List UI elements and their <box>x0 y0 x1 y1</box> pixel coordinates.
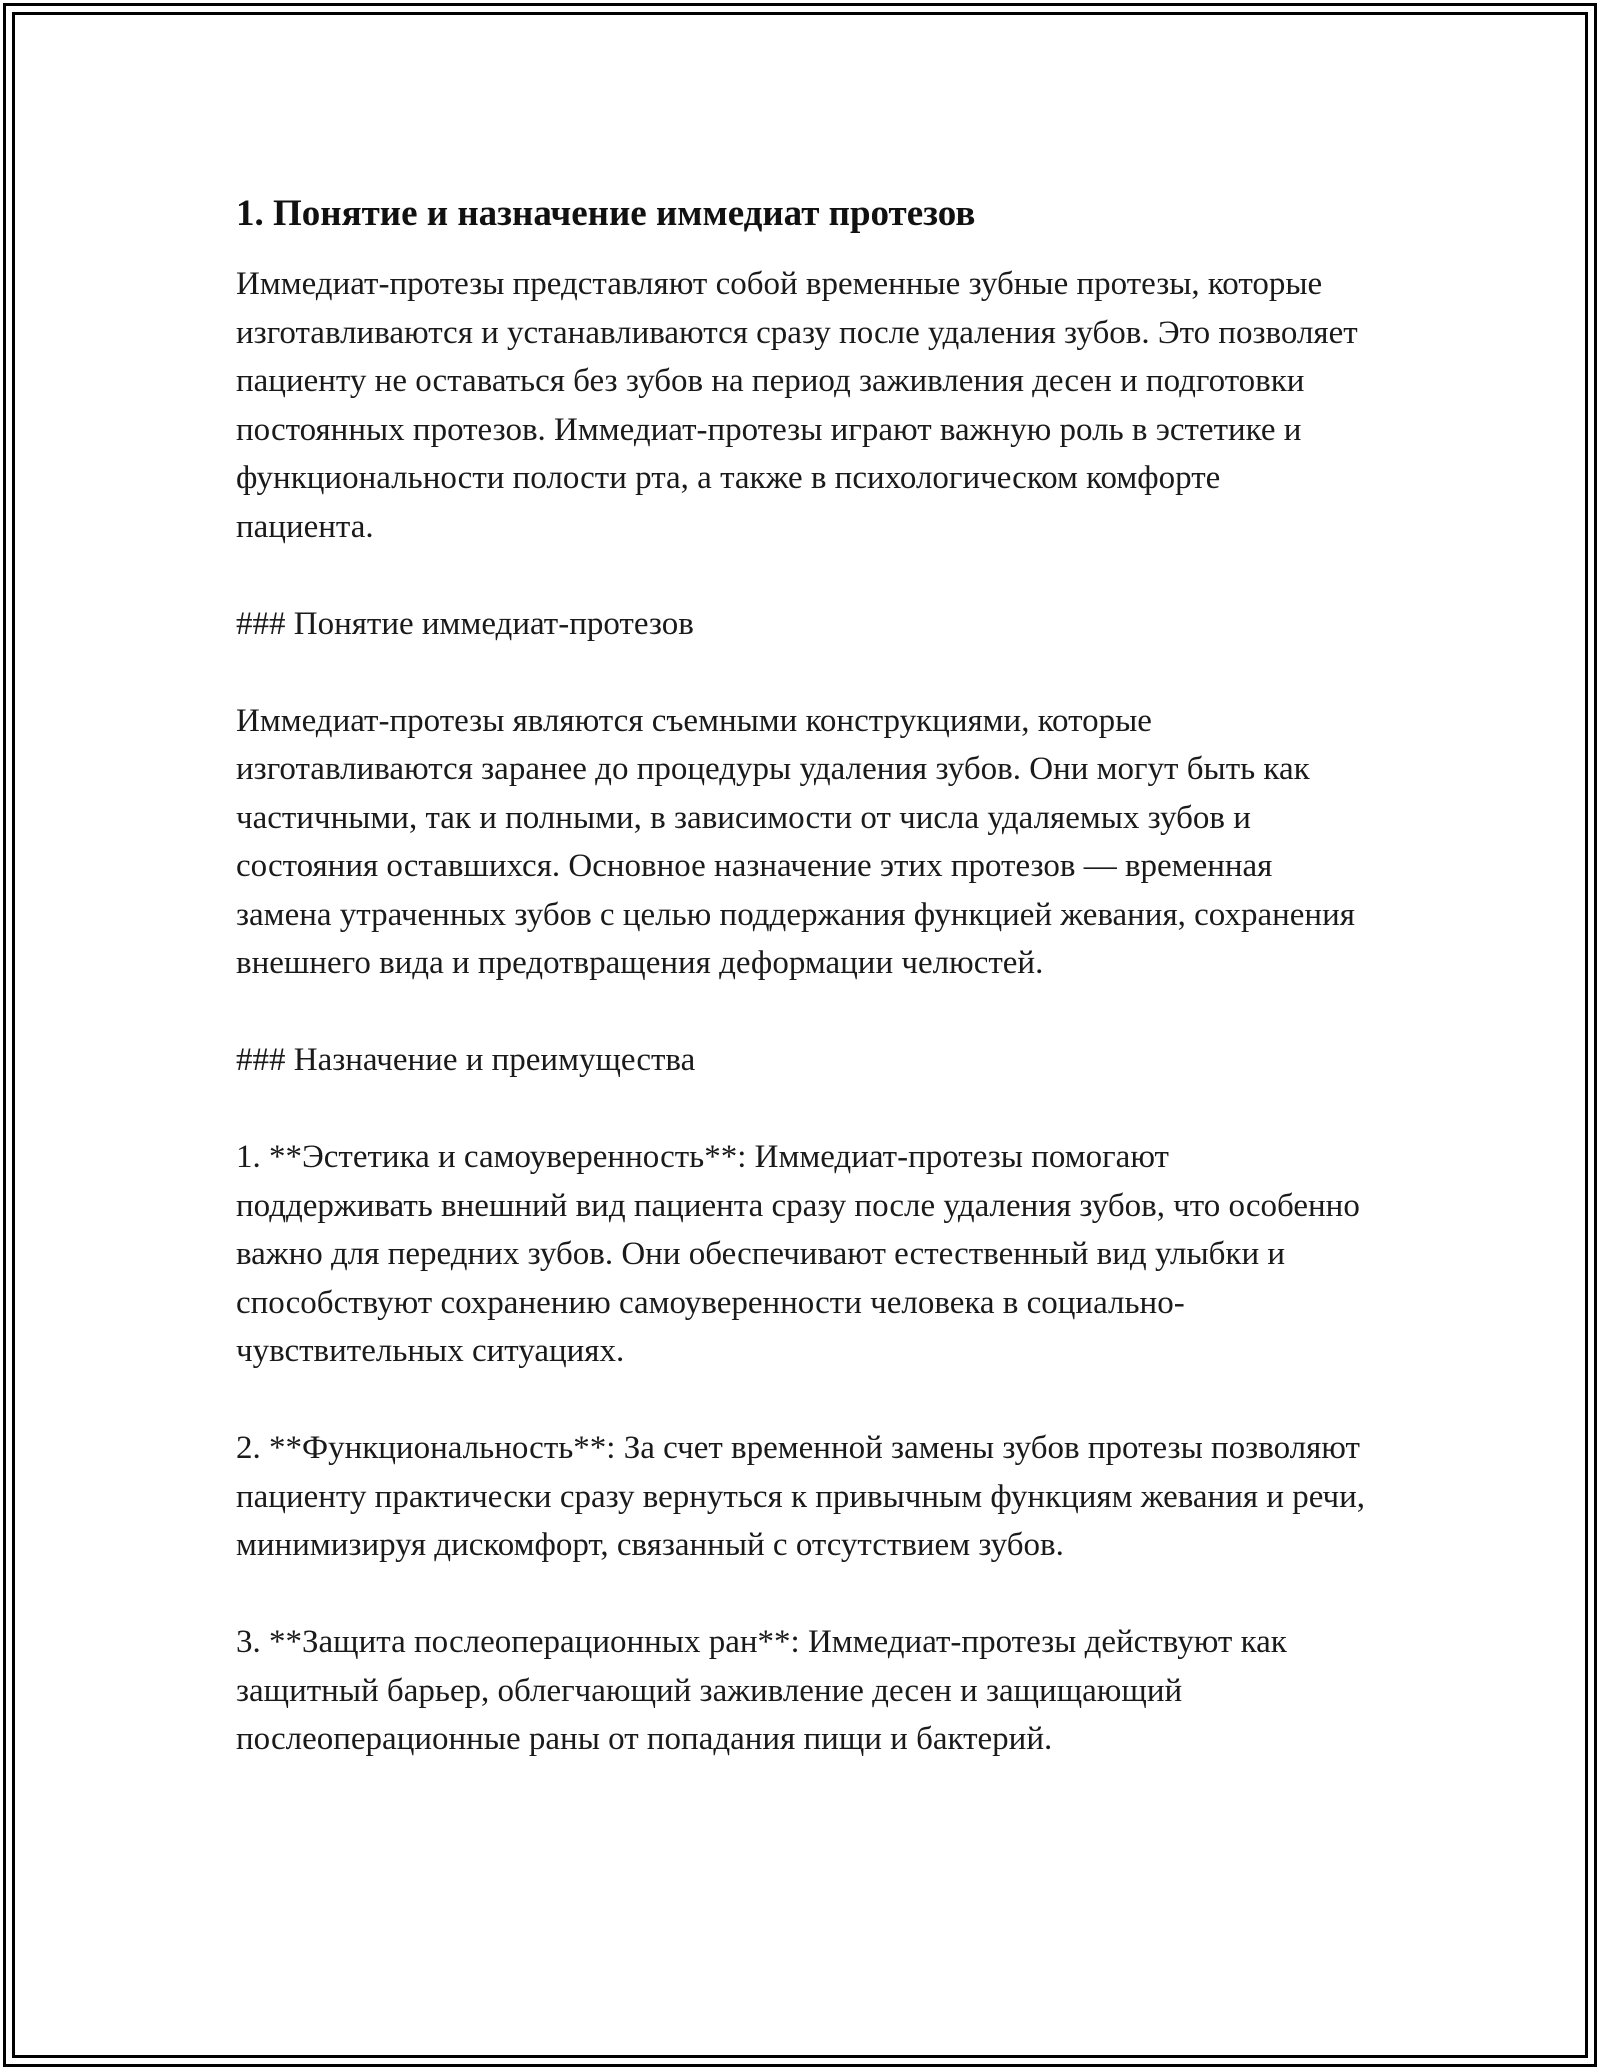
section-heading-purpose: ### Назначение и преимущества <box>236 1042 696 1078</box>
spacer <box>236 551 1366 600</box>
spacer <box>236 1085 1366 1134</box>
concept-paragraph: Иммедиат-протезы являются съемными конструкциями, которые изготавливаются заранее до процедуры удаления зубов. Они могут быть как частичными, так и полными, в зависимости от числа удаляемых зубов и состояния оставшихся. Основное назначение этих протезов — временная замена утраченных зубов с целью поддержания функцией жевания, сохранения внешнего вида и предотвращения деформации челюстей. <box>236 702 1355 981</box>
list-item-wound-protection: 3. **Защита послеоперационных ран**: Иммедиат-протезы действуют как защитный барьер, облегчающий заживление десен и защищающий послеоперационные раны от попадания пищи и бактерий. <box>236 1624 1287 1757</box>
intro-paragraph: Иммедиат-протезы представляют собой временные зубные протезы, которые изготавливаются и устанавливаются сразу после удаления зубов. Это позволяет пациенту не оставаться без зубов на период заживления десен и подготовки постоянных протезов. Иммедиат-протезы играют важную роль в эстетике и функциональности полости рта, а также в психологическом комфорте пациента. <box>236 266 1358 545</box>
spacer <box>236 1570 1366 1619</box>
spacer <box>236 988 1366 1037</box>
spacer <box>236 648 1366 697</box>
list-item-functionality: 2. **Функциональность**: За счет временной замены зубов протезы позволяют пациенту практически сразу вернуться к привычным функциям жевания и речи, минимизируя дискомфорт, связанный с отсутствием зубов. <box>236 1430 1366 1563</box>
spacer <box>236 1376 1366 1425</box>
document-body <box>236 186 1366 1764</box>
list-item-aesthetics: 1. **Эстетика и самоуверенность**: Иммедиат-протезы помогают поддерживать внешний вид пациента сразу после удаления зубов, что особенно важно для передних зубов. Они обеспечивают естественный вид улыбки и способствуют сохранению самоуверенности человека в социально-чувствительных ситуациях. <box>236 1139 1360 1369</box>
section-heading-concept: ### Понятие иммедиат-протезов <box>236 605 694 642</box>
document-title: 1. Понятие и назначение иммедиат протезов <box>236 193 976 234</box>
